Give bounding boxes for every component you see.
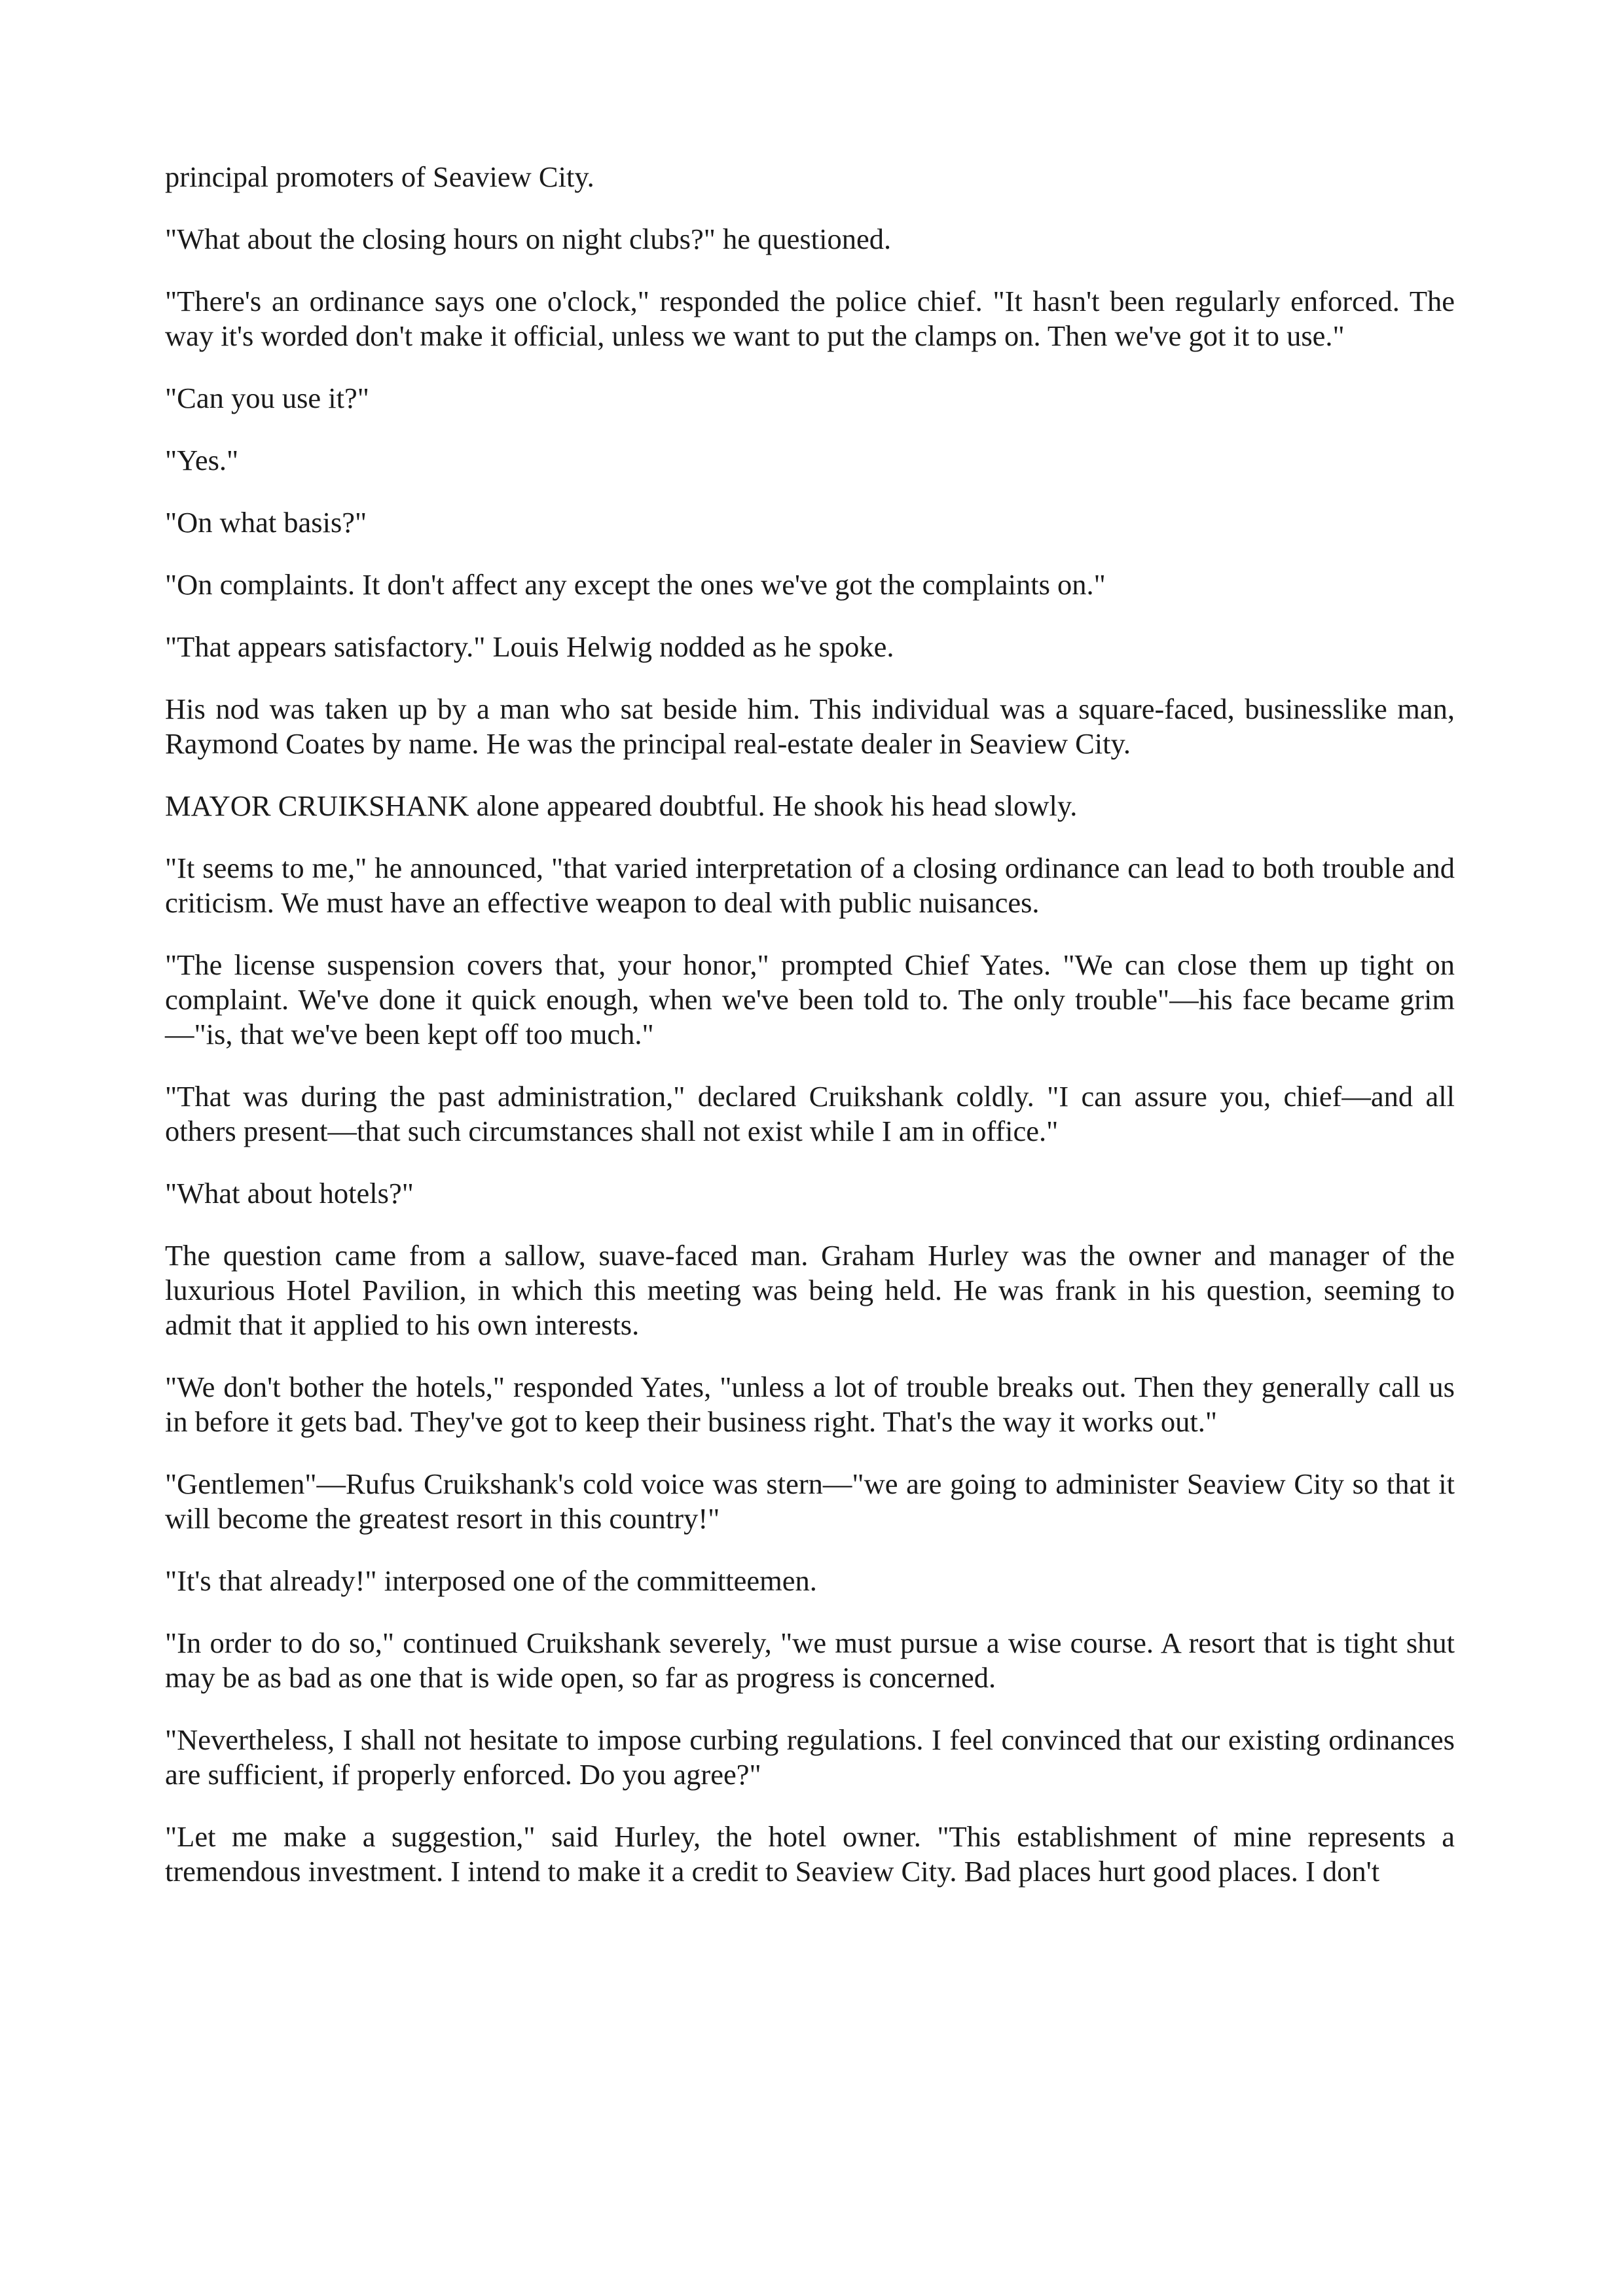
paragraph: "Gentlemen"—Rufus Cruikshank's cold voice was stern—"we are going to administer Seaview City so that it will become the greatest resort in this country!" xyxy=(165,1467,1455,1535)
paragraph: "On what basis?" xyxy=(165,506,367,539)
paragraph: "That was during the past administration," declared Cruikshank coldly. "I can assure you, chief—and all others present—that such circumstances shall not exist while I am in office." xyxy=(165,1080,1455,1147)
paragraph: "We don't bother the hotels," responded Yates, "unless a lot of trouble breaks out. Then they generally call us in before it gets bad. They've got to keep their business right. That's the way it works out." xyxy=(165,1371,1455,1438)
paragraph: "Let me make a suggestion," said Hurley, the hotel owner. "This establishment of mine represents a tremendous investment. I intend to make it a credit to Seaview City. Bad places hurt good places. I don't xyxy=(165,1820,1455,1888)
paragraph: "It's that already!" interposed one of the committeemen. xyxy=(165,1564,817,1597)
paragraph: "It seems to me," he announced, "that varied interpretation of a closing ordinance can lead to both trouble and criticism. We must have an effective weapon to deal with public nuisances. xyxy=(165,852,1455,919)
paragraph: "What about the closing hours on night clubs?" he questioned. xyxy=(165,223,892,255)
paragraph: "What about hotels?" xyxy=(165,1177,414,1210)
paragraph: "Yes." xyxy=(165,444,239,476)
paragraph: "On complaints. It don't affect any except the ones we've got the complaints on." xyxy=(165,568,1106,601)
paragraph: MAYOR CRUIKSHANK alone appeared doubtful. He shook his head slowly. xyxy=(165,789,1078,822)
body-text xyxy=(165,160,1455,1916)
paragraph: The question came from a sallow, suave-faced man. Graham Hurley was the owner and manager of the luxurious Hotel Pavilion, in which this meeting was being held. He was frank in his question, seeming to admit that it applied to his own interests. xyxy=(165,1239,1455,1341)
paragraph: "There's an ordinance says one o'clock," responded the police chief. "It hasn't been regularly enforced. The way it's worded don't make it official, unless we want to put the clamps on. Then we've got it to use." xyxy=(165,285,1455,352)
paragraph: His nod was taken up by a man who sat beside him. This individual was a square-faced, businesslike man, Raymond Coates by name. He was the principal real-estate dealer in Seaview City. xyxy=(165,692,1455,760)
paragraph: principal promoters of Seaview City. xyxy=(165,160,594,193)
paragraph: "Nevertheless, I shall not hesitate to impose curbing regulations. I feel convinced that our existing ordinances are sufficient, if properly enforced. Do you agree?" xyxy=(165,1723,1455,1791)
paragraph: "In order to do so," continued Cruikshank severely, "we must pursue a wise course. A resort that is tight shut may be as bad as one that is wide open, so far as progress is concerned. xyxy=(165,1626,1455,1694)
paragraph: "That appears satisfactory." Louis Helwig nodded as he spoke. xyxy=(165,630,894,663)
paragraph: "Can you use it?" xyxy=(165,382,369,414)
paragraph: "The license suspension covers that, your honor," prompted Chief Yates. "We can close them up tight on complaint. We've done it quick enough, when we've been told to. The only trouble"—his face became grim—"is, that we've been kept off too much." xyxy=(165,948,1455,1050)
